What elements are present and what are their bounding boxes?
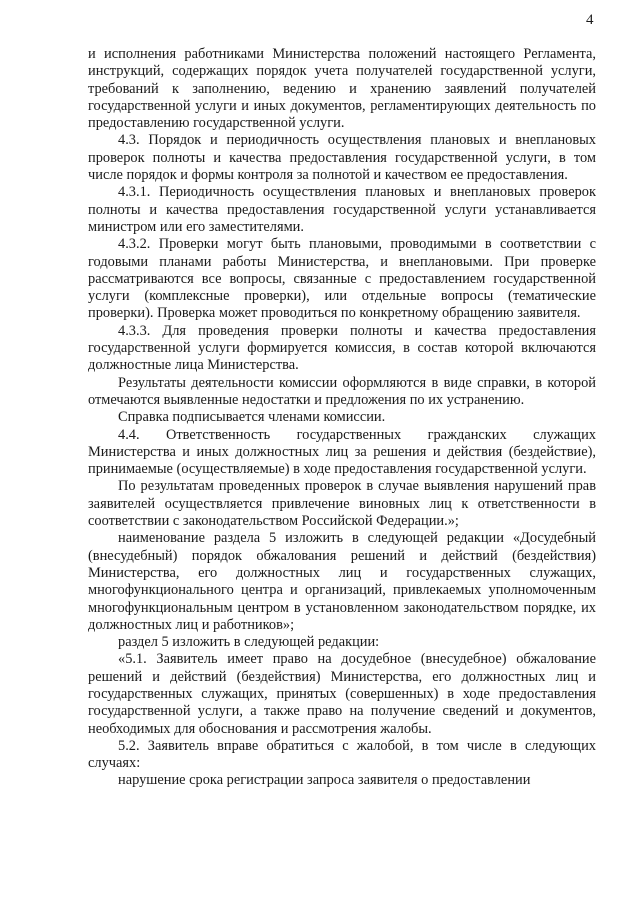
- page-number: 4: [586, 12, 594, 28]
- paragraph-5-1: «5.1. Заявитель имеет право на досудебное (внесудебное) обжалование решений и действий (бездействия) Министерства, его должностных лиц и государственных служащих, принятых (совершенных) в ходе предоставления государственной услуги, а также право на получение сведений и документов, необходимых для обоснования и рассмотрения жалобы.: [88, 651, 596, 737]
- paragraph-4-3-1: 4.3.1. Периодичность осуществления плановых и внеплановых проверок полноты и качества предоставления государственной услуги устанавливается министром или его заместителями.: [88, 184, 596, 235]
- paragraph-section-5-amendment: раздел 5 изложить в следующей редакции:: [118, 634, 380, 651]
- paragraph-inspection-results: По результатам проведенных проверок в случае выявления нарушений прав заявителей осуществляется привлечение виновных лиц к ответственности в соответствии с законодательством Российской Федерации.»;: [88, 478, 596, 530]
- paragraph-4-3: 4.3. Порядок и периодичность осуществления плановых и внеплановых проверок полноты и качества предоставления государственной услуги, в том числе порядок и формы контроля за полнотой и качеством ее предоставления.: [88, 132, 596, 184]
- document-body: [88, 46, 596, 790]
- paragraph-4-3-3: 4.3.3. Для проведения проверки полноты и качества предоставления государственной услуги формируется комиссия, в состав которой включаются должностные лица Министерства.: [88, 322, 596, 374]
- paragraph-report-signing: Справка подписывается членами комиссии.: [118, 409, 386, 426]
- paragraph-4-3-2: 4.3.2. Проверки могут быть плановыми, проводимыми в соответствии с годовыми планами работы Министерства, и внеплановыми. При проверке рассматриваются все вопросы, связанные с предоставлением государственной услуги (комплексные проверки), или отдельные вопросы (тематические проверки). Проверка может проводиться по конкретному обращению заявителя.: [88, 236, 596, 322]
- paragraph-4-4: 4.4. Ответственность государственных гражданских служащих Министерства и иных должностных лиц за решения и действия (бездействие), принимаемые (осуществляемые) в ходе предоставления государственной услуги.: [88, 426, 596, 478]
- paragraph-case-item: нарушение срока регистрации запроса заявителя о предоставлении: [118, 772, 531, 789]
- paragraph-5-2: 5.2. Заявитель вправе обратиться с жалобой, в том числе в следующих случаях:: [88, 737, 596, 772]
- paragraph-continuation: и исполнения работниками Министерства положений настоящего Регламента, инструкций, содержащих порядок учета получателей государственной услуги, требований к заполнению, ведению и хранению заявлений получателей государственной услуги и иных документов, регламентирующих деятельность по предоставлению государственной услуги.: [88, 46, 596, 132]
- paragraph-section-5-title-amendment: наименование раздела 5 изложить в следующей редакции «Досудебный (внесудебный) порядок обжалования решений и действий (бездействия) Министерства, его должностных лиц и государственных служащих, многофункционального центра и организаций, привлекаемых уполномоченным многофункциональным центром в установленном законодательством порядке, их должностных лиц и работников»;: [88, 530, 596, 633]
- paragraph-commission-results: Результаты деятельности комиссии оформляются в виде справки, в которой отмечаются выявленные недостатки и предложения по их устранению.: [88, 374, 596, 408]
